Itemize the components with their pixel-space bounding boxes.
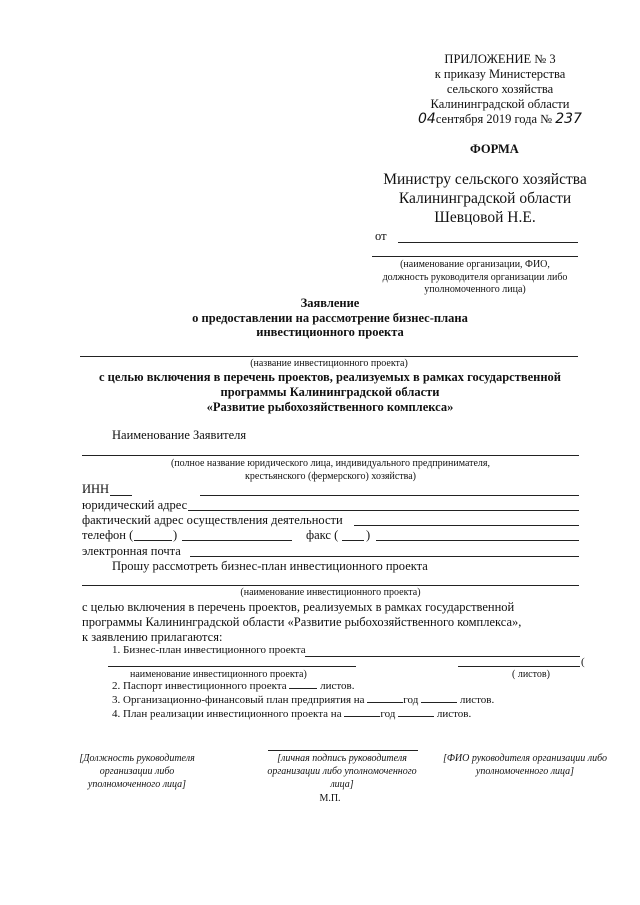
appendix-line-1: ПРИЛОЖЕНИЕ № 3 (444, 52, 556, 66)
email-field[interactable] (190, 556, 579, 557)
attachment-item-2 (112, 680, 354, 692)
fax-code-field[interactable] (342, 540, 364, 541)
appendix-date-text: сентября 2019 года № (435, 112, 553, 126)
appendix-number-handwritten: 237 (555, 111, 582, 127)
legal-address-field[interactable] (188, 510, 579, 511)
appendix-block (400, 52, 600, 127)
appendix-line-2: к приказу Министерства (434, 67, 566, 81)
fax-number-field[interactable] (376, 540, 579, 541)
fax-label: факс ( (306, 528, 339, 542)
attachment-item-1: 1. Бизнес-план инвестиционного проекта (112, 644, 306, 656)
from-caption-line-3: уполномоченного лица) (424, 284, 526, 295)
appendix-line-3: сельского хозяйства (446, 82, 554, 96)
attachment-item-4-text: 4. План реализации инвестиционного проекта на (112, 708, 342, 720)
appendix-line-4: Калининградской области (430, 97, 570, 111)
attachment-item-3-year: год (403, 694, 419, 706)
attachment-item-4 (112, 708, 471, 720)
applicant-caption-line-1: (полное название юридического лица, индивидуального предпринимателя, (170, 458, 491, 469)
phone-code-field[interactable] (134, 540, 172, 541)
attachment-item-2-text: 2. Паспорт инвестиционного проекта (112, 680, 287, 692)
title-line-3: инвестиционного проекта (256, 325, 404, 339)
purpose-line-1: с целью включения в перечень проектов, реализуемых в рамках государственной (98, 370, 562, 384)
request-body-line-3: к заявлению прилагаются: (82, 630, 223, 644)
attachment-item-3 (112, 694, 494, 706)
addressee-line-1: Министру сельского хозяйства (383, 171, 587, 188)
project-name-line[interactable] (80, 356, 578, 357)
title-line-1: Заявление (300, 296, 360, 310)
signature-personal-line-3: лица] (330, 779, 354, 790)
addressee-line-3: Шевцовой Н.Е. (434, 209, 536, 226)
attachment-item-2-field[interactable] (289, 688, 317, 689)
phone-close: ) (173, 528, 178, 542)
attachment-item-3-sheets-field[interactable] (421, 702, 457, 703)
signature-fio-line-1: [ФИО руководителя организации либо (442, 753, 608, 764)
phone-label: телефон ( (82, 528, 134, 542)
attachment-item-4-sheets-field[interactable] (398, 716, 434, 717)
from-caption (360, 259, 590, 297)
attachment-item-1-caption: наименование инвестиционного проекта) (130, 669, 307, 680)
fax-close: ) (366, 528, 371, 542)
request-project-line[interactable] (82, 585, 579, 586)
project-caption: (название инвестиционного проекта) (250, 358, 408, 369)
signature-personal-line-2: организации либо уполномоченного (267, 766, 417, 777)
attachment-item-4-year: год (380, 708, 396, 720)
attachment-item-3-sheets: листов. (459, 694, 495, 706)
document-title (110, 296, 550, 340)
attachment-item-1-open: ( (581, 656, 585, 668)
from-caption-line-1: (наименование организации, ФИО, (400, 259, 550, 270)
inn-field-short[interactable] (110, 495, 132, 496)
applicant-name-caption (82, 458, 579, 483)
attachment-item-3-year-field[interactable] (367, 702, 403, 703)
attachment-item-1-sheets: ( листов) (512, 669, 550, 680)
attachment-item-1-sheets-field[interactable] (458, 666, 580, 667)
appendix-day-handwritten: 04 (418, 111, 436, 127)
email-label: электронная почта (82, 544, 181, 558)
signature-field[interactable] (268, 750, 418, 751)
phone-number-field[interactable] (182, 540, 292, 541)
signature-position-line-2: уполномоченного лица] (87, 779, 187, 790)
addressee-line-2: Калининградской области (398, 190, 572, 207)
signature-personal-line-1: [личная подпись руководителя (277, 753, 407, 764)
applicant-name-line[interactable] (82, 455, 579, 456)
attachment-item-2-sheets: листов. (320, 680, 355, 692)
request-body (82, 600, 582, 645)
stamp-label: М.П. (319, 793, 341, 804)
legal-address-label: юридический адрес (82, 498, 188, 512)
appendix-date-line (400, 112, 600, 127)
attachment-item-3-text: 3. Организационно-финансовый план предприятия на (112, 694, 365, 706)
from-field-line-2[interactable] (372, 256, 578, 257)
signature-position-line-1: [Должность руководителя организации либо (79, 753, 195, 777)
inn-field[interactable] (200, 495, 579, 496)
attachment-item-1-field[interactable] (305, 656, 580, 657)
signature-fio (440, 752, 610, 778)
request-body-line-1: с целью включения в перечень проектов, реализуемых в рамках государственной (82, 600, 515, 614)
form-title: ФОРМА (470, 142, 519, 156)
request-body-line-2: программы Калининградской области «Развитие рыбохозяйственного комплекса», (82, 615, 522, 629)
from-caption-line-2: должность руководителя организации либо (382, 271, 568, 283)
request-caption: (наименование инвестиционного проекта) (240, 587, 421, 598)
signature-personal (262, 752, 422, 791)
from-label: от (375, 229, 387, 243)
inn-label: ИНН (82, 482, 110, 496)
attachment-item-4-sheets: листов. (436, 708, 472, 720)
attachment-item-4-year-field[interactable] (344, 716, 380, 717)
purpose-line-2: программы Калининградской области (220, 385, 440, 399)
attachment-item-1-field-2[interactable] (108, 666, 356, 667)
purpose-block (70, 370, 590, 415)
from-field-line-1[interactable] (398, 242, 578, 243)
title-line-2: о предоставлении на рассмотрение бизнес-плана (192, 310, 468, 325)
applicant-name-label: Наименование Заявителя (112, 428, 247, 442)
addressee-block (365, 170, 605, 227)
actual-address-field[interactable] (354, 525, 579, 526)
request-text: Прошу рассмотреть бизнес-план инвестиционного проекта (112, 559, 428, 573)
signature-fio-line-2: уполномоченного лица] (475, 766, 575, 777)
applicant-caption-line-2: крестьянского (фермерского) хозяйства) (244, 470, 417, 482)
purpose-line-3: «Развитие рыбохозяйственного комплекса» (206, 400, 454, 414)
signature-position (52, 752, 222, 791)
actual-address-label: фактический адрес осуществления деятельности (82, 513, 343, 527)
